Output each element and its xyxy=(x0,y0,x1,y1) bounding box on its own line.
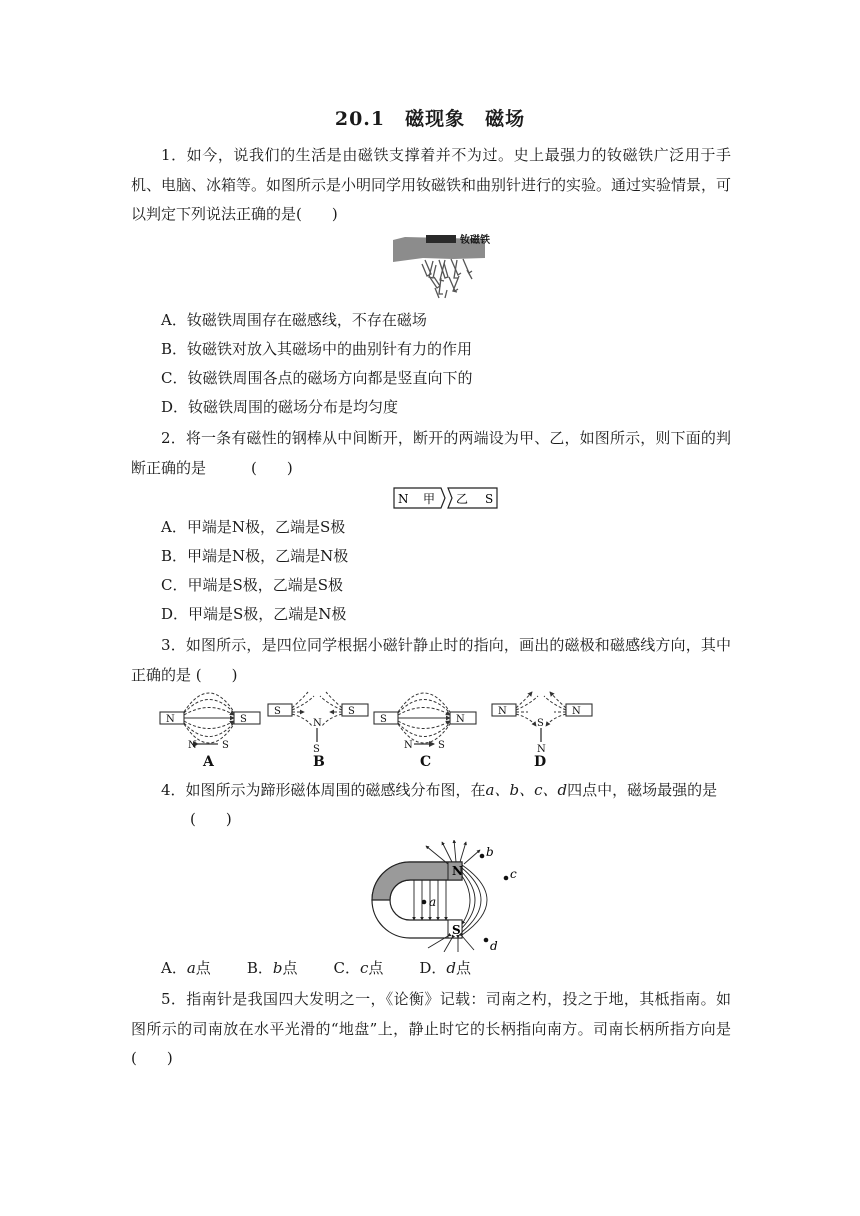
question-3-stem: 3．如图所示，是四位同学根据小磁针静止时的指向，画出的磁极和磁感线方向，其中正确的是 ( ) xyxy=(131,636,731,684)
panel-c-needle-s: S xyxy=(438,740,445,751)
caption-d: D xyxy=(534,754,547,768)
question-1-stem: 1．如今，说我们的生活是由磁铁支撑着并不为过。史上最强力的钕磁铁广泛用于手机、电脑、冰箱等。如图所示是小明同学用钕磁铁和曲别针进行的实验。通过实验情景，可以判定下列说法正确的是( ) xyxy=(131,146,732,223)
question-5-stem: 5．指南针是我国四大发明之一，《论衡》记载：司南之杓，投之于地，其柢指南。如图所示的司南放在水平光滑的“地盘”上，静止时它的长柄指向南方。司南长柄所指方向是( ) xyxy=(131,990,731,1067)
point-c-label: c xyxy=(510,867,517,881)
question-1-option-a: A．钕磁铁周围存在磁感线，不存在磁场 xyxy=(161,311,427,329)
question-2-stem: 2．将一条有磁性的钢棒从中间断开，断开的两端设为甲、乙，如图所示，则下面的判断正确的是 ( ) xyxy=(131,429,731,477)
panel-b-right-pole: S xyxy=(348,706,355,717)
question-4-option-a: A．a点 xyxy=(161,959,211,977)
question-4-stem: 4．如图所示为蹄形磁体周围的磁感线分布图，在a、b、c、d四点中，磁场最强的是 xyxy=(161,781,718,799)
question-2-option-b: B．甲端是N极，乙端是N极 xyxy=(161,547,349,565)
point-d xyxy=(484,938,489,943)
point-a-label: a xyxy=(429,895,437,909)
panel-b-needle-bottom: S xyxy=(313,744,320,755)
question-4-option-d: D．d点 xyxy=(419,959,472,977)
question-4-options xyxy=(161,954,471,984)
caption-c: C xyxy=(420,754,432,768)
label-yi: 乙 xyxy=(456,492,469,506)
panel-a-left-pole: N xyxy=(166,714,175,725)
panel-c-needle-n: N xyxy=(404,740,413,751)
south-label: S xyxy=(452,923,461,937)
caption-b: B xyxy=(313,754,325,768)
question-2-option-a: A．甲端是N极，乙端是S极 xyxy=(161,518,346,536)
panel-a-needle-n: N xyxy=(188,740,197,751)
panel-d-needle-bottom: N xyxy=(537,744,546,755)
panel-a-right-pole: S xyxy=(240,714,247,725)
question-4-paren: ( ) xyxy=(190,810,232,828)
question-2-option-d: D．甲端是S极，乙端是N极 xyxy=(161,605,347,623)
panel-d-right-pole: N xyxy=(572,706,581,717)
neodymium-magnet-figure xyxy=(393,232,503,302)
point-b xyxy=(480,854,485,859)
paper-clips-cluster xyxy=(422,259,472,298)
magnet-block xyxy=(426,235,456,243)
magnetic-field-options-figure xyxy=(158,690,598,768)
broken-bar-magnet-figure xyxy=(393,486,499,510)
point-b-label: b xyxy=(486,845,494,859)
panel-d-left-pole: N xyxy=(498,706,507,717)
question-4-option-c: C．c点 xyxy=(333,959,384,977)
pole-label-s: S xyxy=(485,492,494,506)
point-d-label: d xyxy=(490,939,498,952)
panel-b-left-pole: S xyxy=(274,706,281,717)
question-4-option-b: B．b点 xyxy=(246,959,298,977)
question-1-option-b: B．钕磁铁对放入其磁场中的曲别针有力的作用 xyxy=(161,340,473,358)
question-1-option-d: D．钕磁铁周围的磁场分布是均匀度 xyxy=(161,398,399,416)
panel-d xyxy=(492,692,592,742)
panel-a-needle-s: S xyxy=(222,740,229,751)
panel-b-needle-top: N xyxy=(313,718,322,729)
magnet-label: 钕磁铁 xyxy=(460,235,490,246)
horseshoe-magnet-figure xyxy=(362,840,532,952)
panel-c-left-pole: S xyxy=(380,714,387,725)
panel-c-right-pole: N xyxy=(456,714,465,725)
caption-a: A xyxy=(203,754,214,768)
point-c xyxy=(504,876,509,881)
page-title: 20.1 磁现象 磁场 xyxy=(334,108,526,130)
question-4-points: a、b、c、d xyxy=(485,781,568,799)
point-a xyxy=(422,900,427,905)
question-2-option-c: C．甲端是S极，乙端是S极 xyxy=(161,576,344,594)
panel-d-needle-top: S xyxy=(537,718,544,729)
panel-b xyxy=(268,692,368,742)
north-label: N xyxy=(452,864,463,878)
label-jia: 甲 xyxy=(423,492,436,506)
pole-label-n: N xyxy=(398,492,409,506)
question-1-option-c: C．钕磁铁周围各点的磁场方向都是竖直向下的 xyxy=(161,369,473,387)
